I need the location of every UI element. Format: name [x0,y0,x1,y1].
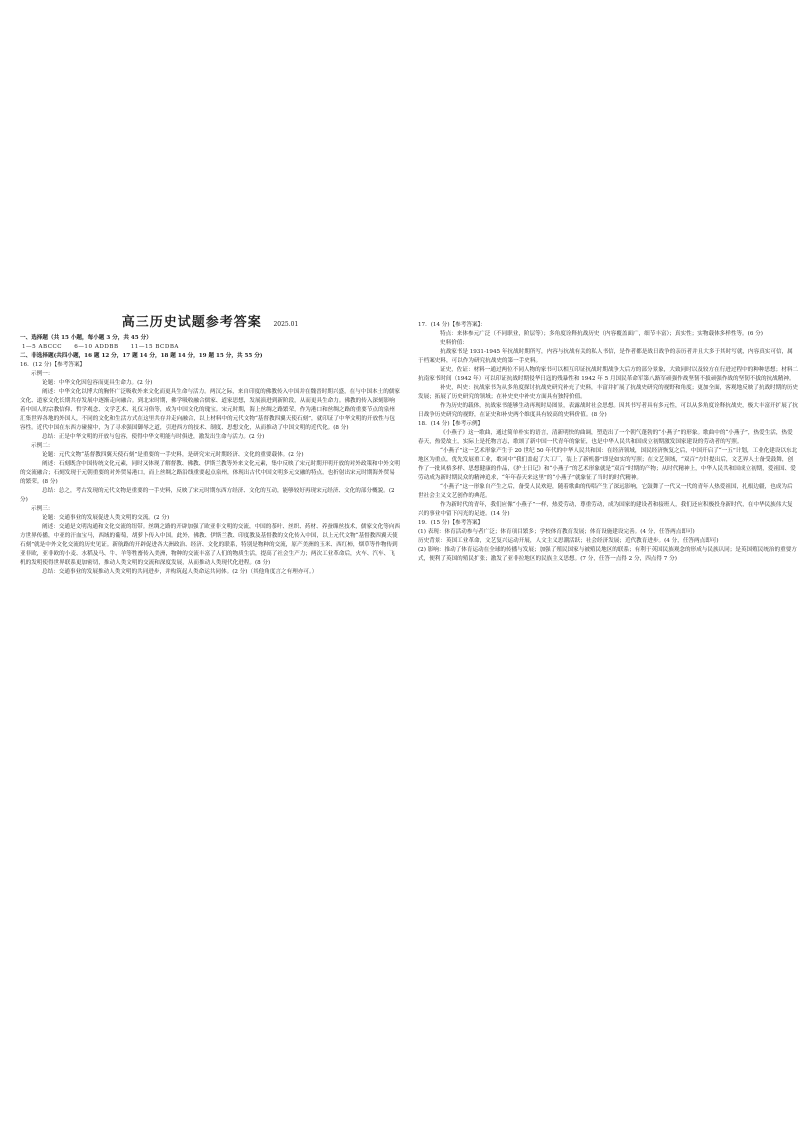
q16-example2-summary: 总结：总之，考古发现的元代文物是重要的一手史料，反映了宋元时期东西方经济、文化的互动，能够较好再现宋元经济、文化的部分概貌。(2 分) [20,488,395,503]
q17-value-label: 史料价值： [440,340,468,346]
q18-p4: 作为新时代的青年，我们应像“小燕子”一样，热爱劳动，尊重劳动，成为国家的建设者和接班人，我们还应积极投身新时代，在中华民族伟大复兴的事业中留下闪光的足迹。(14 分) [418,502,793,517]
section-essay-heading: 二、非选择题(共四小题，16 题 12 分，17 题 14 分，18 题 14 分，19 题 15 分，共 55 分) [20,353,263,359]
choice-answers: 1—5 ABCCC 6—10 ADDBB 11—15 BCDBA [22,344,179,350]
q17-value-p1: 抗战家书是 1931-1945 年抗战时期所写，内容与抗战有关的私人书信，是作者都是战日战争的亲历者并且大多于其时写就，内容真实可信，属于档案史料，可以作为研究抗战史的第一手史料。 [418,349,793,364]
q17-value-p2: 证史，佐证：材料一通过两位不同人物的家书可以相互印证抗战时期战争大后方的部分景象，大致同时以及较方在行进过程中的种种思想；材料二抗南家书时间（1942 年）可以印证抗战时期侵华日寇的残暴性和 1942 年 5 月国民革命军第八路军顽强作战坚韧不拔顽强作战的坚韧不拔的抗战精神。 [418,367,799,382]
q16-example2-thesis: 论题：元代文物“基督教四翼天使石刻”是重要的一手史料，是研究宋元时期经济、文化的重要载体。(2 分) [42,452,304,458]
q16-example2-label: 示例二： [31,443,54,449]
q16-heading: 16．(12 分)【参考答案】 [20,362,86,368]
q16-example3-label: 示例三： [31,506,54,512]
q17-heading: 17．(14 分)【参考答案】： [418,322,486,328]
q19-heading: 19．(15 分)【参考答案】 [418,520,484,526]
page-date: 2025.01 [273,321,299,328]
q19-part1-background: 历史背景：英国工业革命，文艺复兴运动开展，人文主义思潮活跃；社会经济发展；近代教育进步。(4 分，任答两点即可) [418,538,719,544]
left-column [20,315,401,577]
q19-part1-expression: (1) 表现：体育活动参与者广泛；体育项目繁多；学校体育教育发展；体育设施建设完善。(4 分，任答两点即可) [418,529,695,535]
q18-p3: “小燕子”这一形象自产生之后，备受人民欢迎，随着歌曲的传唱产生了深远影响，它鼓舞了一代又一代的青年人热爱祖国，扎根边疆，也成为后世社会主义文艺创作的典范。 [418,484,793,499]
title-row [20,315,400,330]
q16-example1-thesis: 论题：中华文化因包容而更具生命力。(2 分) [42,380,153,386]
right-column [418,321,798,564]
q16-example3-argument: 阐述：交通是文明沟通和文化交流的纽带。丝绸之路的开辟加强了欧亚非文明的交流，中国的茶叶、丝织、药材、养蚕缫丝技术，儒家文化等向西方世界传播，中亚的汗血宝马，西域的葡萄，胡萝卜传入中国。此外，佛教、伊斯兰教、印度教及基督教的文化传入中国，以上元代文物“基督教四翼天使石刻”就是中外文化交流的历史见证。新航路的开辟促进各大洲政治、经济、文化的联系，特别是物种的交流，原产美洲的玉米、西红柿，烟草等作物传到亚非欧，亚非欧的小麦、水稻及马、牛、羊等牲畜传入美洲，物种的交流丰富了人们的物质生活，提高了社会生产力；两次工业革命后，火车、汽车、飞机的发明使得世界联系更加密切，推动人类文明的交流和深度发展，从而推动人类现代化进程。(8 分) [20,524,401,566]
q18-p1: 《小燕子》这一歌曲，通过简单朴实的语言，清新明快的曲调，塑造出了一个朝气蓬勃的“小燕子”的形象。歌曲中的“小燕子”，热爱生活，热爱春天，热爱故土，实际上是托物言志，歌颂了新中国一代青年的象征，也是中华人民共和国成立初期激发国家建设的劳动者的写照。 [418,430,793,445]
q16-example1-summary: 总结：正是中华文明的开放与包容，使得中华文明能与时俱进，激发出生命与活力。(2 分) [42,434,265,440]
page-title: 高三历史试题参考答案 [121,315,262,330]
q19-part2-impact: (2) 影响：推动了体育运动在全球的传播与发展；加强了殖民国家与被殖民地区的联系；有利于英国民族观念的形成与民族认同；是英国殖民统治的重要方式，便利了英国的殖民扩张；激发了亚非拉地区的民族主义思想。(7 分，任答一点得 2 分，四点得 7 分) [418,547,797,562]
q16-example1-argument: 阐述：中华文化以博大的胸怀广泛吸收外来文化而更具生命与活力。两汉之际，来自印度的佛教传入中国并在魏晋时期兴盛，在与中国本土的儒家文化、道家文化长期共存发展中逐渐走向融合。到北宋时期，佛学吸收融合儒家、道家思想，发展演进到新阶段，从而更具生命力。佛教的传入深刻影响着中国人的宗教信仰、哲学观念、文学艺术、礼仪习俗等，成为中国文化的瑰宝。宋元时期，海上丝绸之路繁荣，作为港口和丝绸之路的重要节点的泉州汇集世界各地的外国人，不同的文化和生活方式在这里共存并走向融合，以上材料中的元代文物“基督教四翼天使石刻”，就印证了中华文明的开放性与包容性。近代中国在东西方碰撞中，为了寻求强国御辱之道，引进西方的技术、制度、思想文化，从而推动了中国文明的近代化。(8 分) [20,389,401,431]
q18-p2: “小燕子”这一艺术形象产生于 20 世纪 50 年代的中华人民共和国：在经济领域，国民经济恢复之后，中国开启了“一五”计划，工业化建设以东北地区为重点，优先发展重工业，歌词中“我们盖起了大工厂，装上了新机器”即是如实的写照；在文艺领域，“双百”方针提出后，文艺界人士备受鼓舞，创作了一批风格多样、思想健康的作品，《护士日记》和“小燕子”的艺术形象就是“双百”时期的产物；从时代精神上，中华人民共和国成立初期，爱祖国、爱劳动成为新时期民众的精神追求，“年年春天来这里”的“小燕子”就象征了当时的时代精神。 [418,448,798,481]
q18-heading: 18．(14 分)【参考示例】 [418,421,484,427]
q16-example2-argument: 阐述：石刻既含中国传统文化元素，同时又体现了解督教、佛教、伊斯兰教等外来文化元素，集中反映了宋元时期开明开放的对外政策和中外文明的交流融合；石刻发现于元朝重要的对外贸易港口，而上丝绸之路沿线重要起点泉州，体现出古代中国文明多元交融的特点，也折射出宋元时期海外贸易的繁荣。(8 分) [20,461,401,485]
q17-value-p3: 补史，纠史：抗战家书为从多角度探讨抗战史研究补充了史料，丰富并扩展了抗战史研究的视野和角度；更加全面，客观地反映了抗战时期的历史发展；拓展了历史研究的领域；在补史史中补史方面具有独特价值。 [418,385,799,400]
section-choice-heading: 一、选择题（共 15 小题，每小题 3 分，共 45 分） [20,335,152,341]
q16-example1-label: 示例一： [31,371,54,377]
q17-features: 特点：来体参元广泛（不同职业，阶层等）；多角度诠释抗战历史（内容覆盖面广，细节丰富）；真实性；实物载体多样性等。(6 分) [440,331,763,337]
q16-example3-thesis: 论题：交通事业的发展促进人类文明的交流。(2 分) [42,515,170,521]
q17-value-p4: 作为历史的载体，抗战家书能够生动再现时局图景，表露战时社会思想。因其书写者具有多元性，可以从多角度诠释抗战史，极大丰富开扩展了抗日战争历史研究的视野，在证史和补史两个维度具有较高的史料价值。(8 分) [418,403,799,418]
q16-example3-summary: 总结：交通事业的发展推动人类文明的共同进步，并构筑起人类命运共同体。(2 分)（其他角度言之有理亦可。） [42,569,318,575]
